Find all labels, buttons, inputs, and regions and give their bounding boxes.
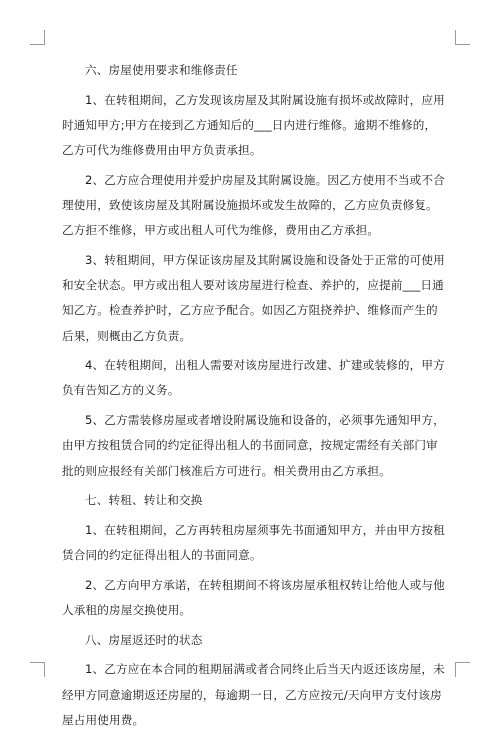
- clause-6-1: 1、在转租期间，乙方发现该房屋及其附属设施有损坏或故障时，应用时通知甲方;甲方在接到乙方通知后的___日内进行维修。逾期不维修的，乙方可代为维修费用由甲方负责承担。: [62, 92, 445, 158]
- crop-mark-top-left: [30, 30, 45, 45]
- clause-6-2: 2、乙方应合理使用并爱护房屋及其附属设施。因乙方使用不当或不合理使用，致使该房屋及其附属设施损坏或发生故障的，乙方应负责修复。乙方拒不维修，甲方或出租人可代为维修，费用由乙方承担。: [62, 172, 445, 238]
- clause-7-2: 2、乙方向甲方承诺，在转租期间不将该房屋承租权转让给他人或与他人承租的房屋交换使用。: [62, 577, 445, 618]
- clause-7-1: 1、在转租期间，乙方再转租房屋须事先书面通知甲方，并由甲方按租赁合同的约定征得出租人的书面同意。: [62, 522, 445, 563]
- clause-6-3: 3、转租期间，甲方保证该房屋及其附属设施和设备处于正常的可使用和安全状态。甲方或出租人要对该房屋进行检查、养护的，应提前___日通知乙方。检查养护时，乙方应予配合。如因乙方阻挠养护、维修而产生的后果，则概由乙方负责。: [62, 252, 445, 343]
- section-heading-usage-maintenance: 六、房屋使用要求和维修责任: [85, 63, 238, 77]
- crop-mark-top-right: [455, 30, 470, 45]
- clause-6-5: 5、乙方需装修房屋或者增设附属设施和设备的，必须事先通知甲方，由甲方按租赁合同的约定征得出租人的书面同意，按规定需经有关部门审批的则应报经有关部门核准后方可进行。相关费用由乙方承担。: [62, 413, 445, 478]
- document-page: [62, 58, 446, 738]
- crop-mark-bottom-left: [30, 662, 45, 677]
- crop-mark-bottom-right: [455, 662, 470, 677]
- section-heading-return-state: 八、房屋返还时的状态: [85, 632, 203, 647]
- clause-6-4: 4、在转租期间，出租人需要对该房屋进行改建、扩建或装修的，甲方负有告知乙方的义务。: [62, 358, 445, 398]
- clause-8-1: 1、乙方应在本合同的租期届满或者合同终止后当天内返还该房屋，未经甲方同意逾期返还房屋的，每逾期一日，乙方应按元/天向甲方支付该房屋占用使用费。: [62, 662, 445, 727]
- section-heading-sublease-transfer: 七、转租、转让和交换: [85, 493, 203, 508]
